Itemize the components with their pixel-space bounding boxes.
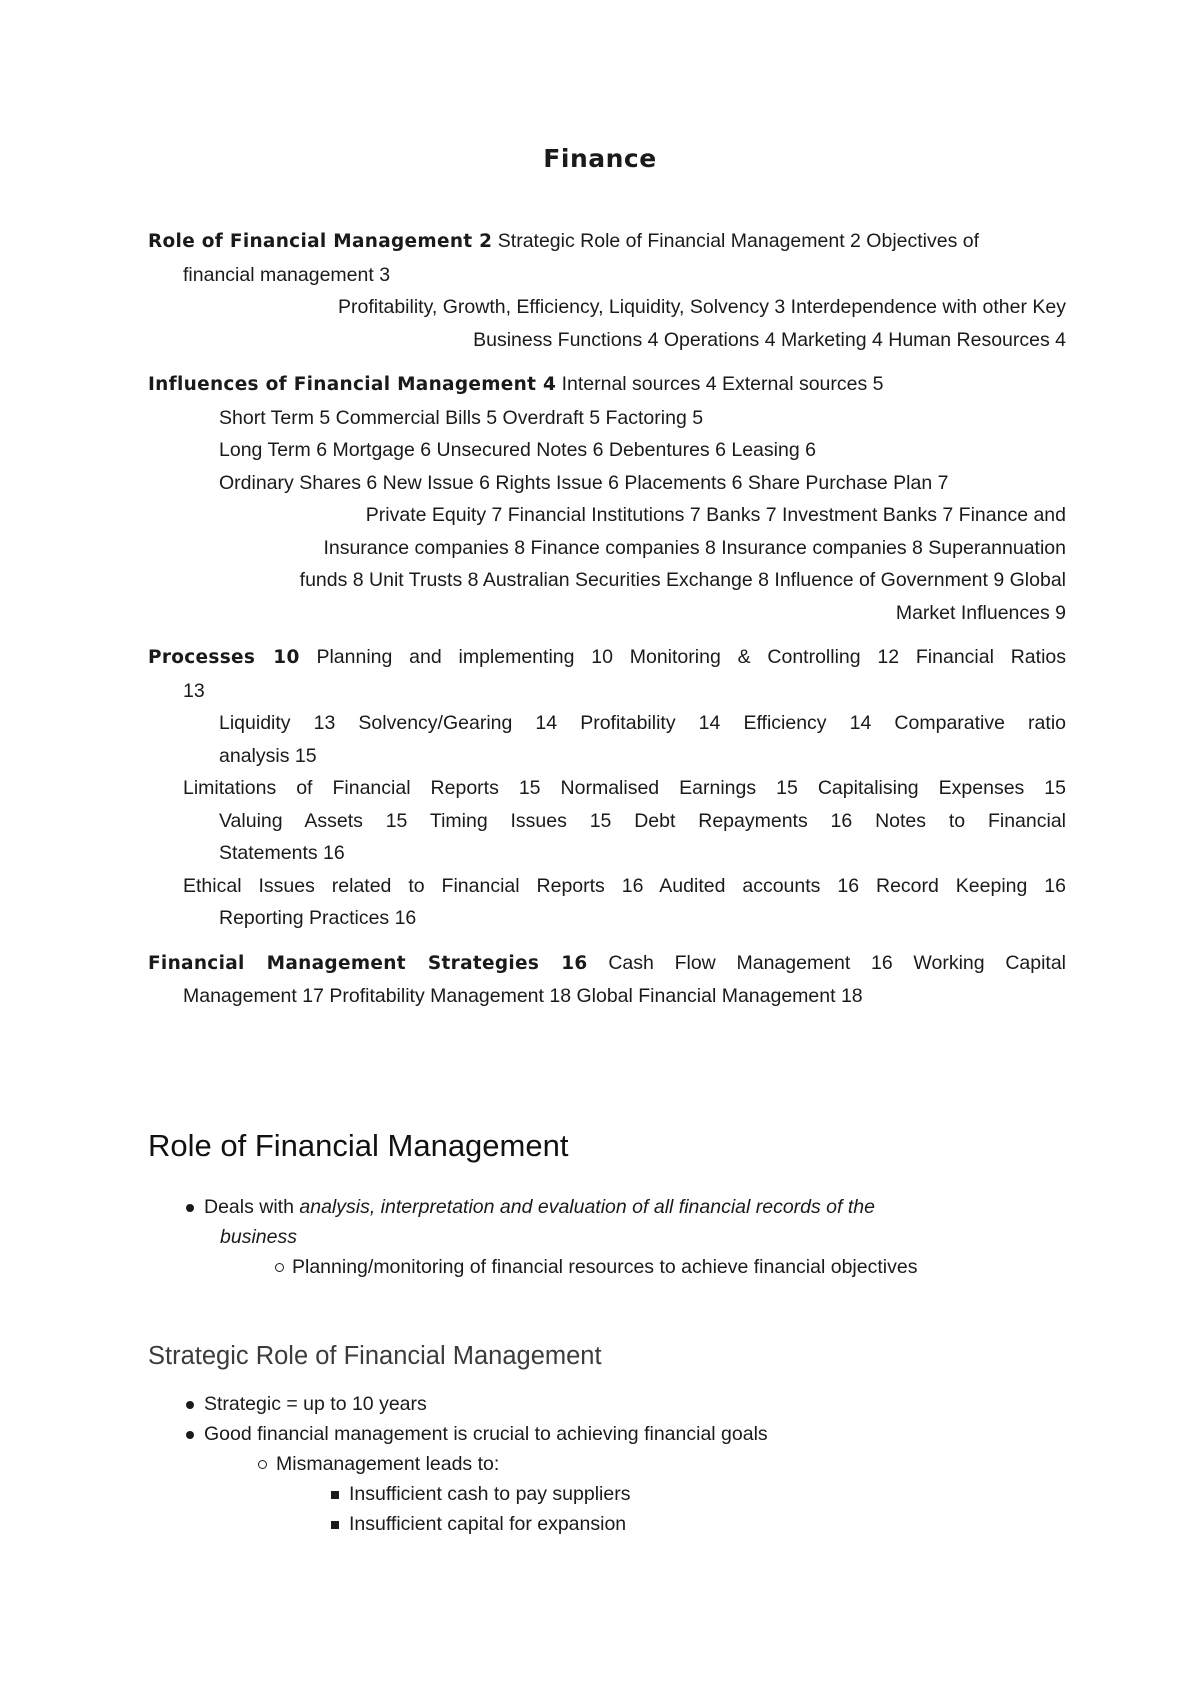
section-heading: Role of Financial Management (148, 1128, 569, 1163)
list-item-text: Insufficient capital for expansion (349, 1513, 627, 1535)
list-item-continuation (0, 1222, 917, 1252)
toc-line[interactable]: Market Influences 9 (895, 601, 1066, 624)
bullet-square-icon (331, 1509, 339, 1539)
bullet-list (0, 1192, 917, 1282)
list-item-subsub (0, 1479, 768, 1509)
list-item-text: Good financial management is crucial to achieving financial goals (204, 1423, 768, 1445)
toc-line (148, 641, 1066, 675)
list-item-emphasis: business (220, 1226, 297, 1248)
toc-line[interactable]: Short Term 5 Commercial Bills 5 Overdraft 5 Factoring 5 (219, 406, 704, 429)
toc-line[interactable]: Profitability, Growth, Efficiency, Liquidity, Solvency 3 Interdependence with other Key (337, 296, 1066, 318)
list-item-text: Strategic = up to 10 years (204, 1393, 427, 1415)
list-item-emphasis: analysis, interpretation and evaluation of all financial records of the (299, 1196, 875, 1218)
list-item-sub (0, 1449, 768, 1479)
bullet-dot-icon (186, 1389, 194, 1419)
list-item-sub (0, 1252, 917, 1282)
list-item-text: Mismanagement leads to: (276, 1453, 500, 1475)
toc-line[interactable]: Insurance companies 8 Finance companies 8 Insurance companies 8 Superannuation (323, 536, 1066, 559)
toc-line (148, 947, 1066, 981)
toc-line (148, 368, 1066, 402)
table-of-contents (148, 225, 1066, 1025)
list-item-text: Deals with (204, 1196, 300, 1218)
toc-line[interactable]: funds 8 Unit Trusts 8 Australian Securities Exchange 8 Influence of Government 9 Global (299, 569, 1066, 591)
toc-line[interactable]: Reporting Practices 16 (219, 907, 417, 929)
toc-block-strategies (148, 947, 1066, 1013)
toc-entry[interactable]: Internal sources 4 External sources 5 (561, 373, 884, 395)
toc-line[interactable]: Liquidity 13 Solvency/Gearing 14 Profitability 14 Efficiency 14 Comparative ratio (219, 712, 1066, 734)
toc-line[interactable]: Business Functions 4 Operations 4 Marketing 4 Human Resources 4 (473, 328, 1066, 351)
toc-line[interactable]: financial management 3 (183, 263, 391, 286)
toc-line (148, 225, 1066, 259)
toc-line[interactable]: Private Equity 7 Financial Institutions 7 Banks 7 Investment Banks 7 Finance and (365, 504, 1066, 526)
bullet-ring-icon (258, 1449, 267, 1479)
subsection-heading: Strategic Role of Financial Management (148, 1342, 602, 1370)
list-item-text: Insufficient cash to pay suppliers (349, 1483, 631, 1505)
toc-line[interactable]: Ordinary Shares 6 New Issue 6 Rights Issue 6 Placements 6 Share Purchase Plan 7 (219, 471, 949, 494)
list-item (0, 1192, 917, 1222)
toc-block-processes (148, 641, 1066, 935)
toc-heading-link[interactable]: Financial Management Strategies 16 (148, 952, 588, 974)
toc-line[interactable]: Limitations of Financial Reports 15 Normalised Earnings 15 Capitalising Expenses 15 (183, 777, 1066, 799)
toc-line[interactable]: Ethical Issues related to Financial Reports 16 Audited accounts 16 Record Keeping 16 (183, 874, 1066, 897)
document-title: Finance (543, 144, 657, 173)
toc-entry[interactable]: Cash Flow Management 16 Working Capital (608, 951, 1067, 974)
toc-line[interactable]: 13 (183, 679, 205, 702)
bullet-dot-icon (186, 1192, 194, 1222)
toc-heading-link[interactable]: Role of Financial Management 2 (148, 231, 493, 252)
list-item (0, 1419, 768, 1449)
list-item-text: Planning/monitoring of financial resources to achieve financial objectives (292, 1256, 918, 1278)
toc-line[interactable]: Statements 16 (219, 842, 345, 864)
toc-line[interactable]: Management 17 Profitability Management 18 Global Financial Management 18 (183, 985, 863, 1007)
toc-line[interactable]: analysis 15 (219, 744, 317, 767)
toc-heading-link[interactable]: Processes 10 (148, 647, 300, 668)
bullet-ring-icon (275, 1252, 284, 1282)
toc-entry[interactable]: Planning and implementing 10 Monitoring & Controlling 12 Financial Ratios (316, 646, 1067, 668)
toc-block-influences (148, 368, 1066, 629)
bullet-square-icon (331, 1479, 339, 1509)
toc-block-role (148, 225, 1066, 356)
toc-entry[interactable]: Strategic Role of Financial Management 2 Objectives of (497, 230, 980, 252)
list-item (0, 1389, 768, 1419)
list-item-subsub (0, 1509, 768, 1539)
bullet-dot-icon (186, 1419, 194, 1449)
toc-line[interactable]: Valuing Assets 15 Timing Issues 15 Debt Repayments 16 Notes to Financial (219, 809, 1066, 832)
bullet-list (0, 1389, 768, 1539)
toc-line[interactable]: Long Term 6 Mortgage 6 Unsecured Notes 6 Debentures 6 Leasing 6 (219, 439, 816, 461)
toc-heading-link[interactable]: Influences of Financial Management 4 (148, 374, 557, 395)
